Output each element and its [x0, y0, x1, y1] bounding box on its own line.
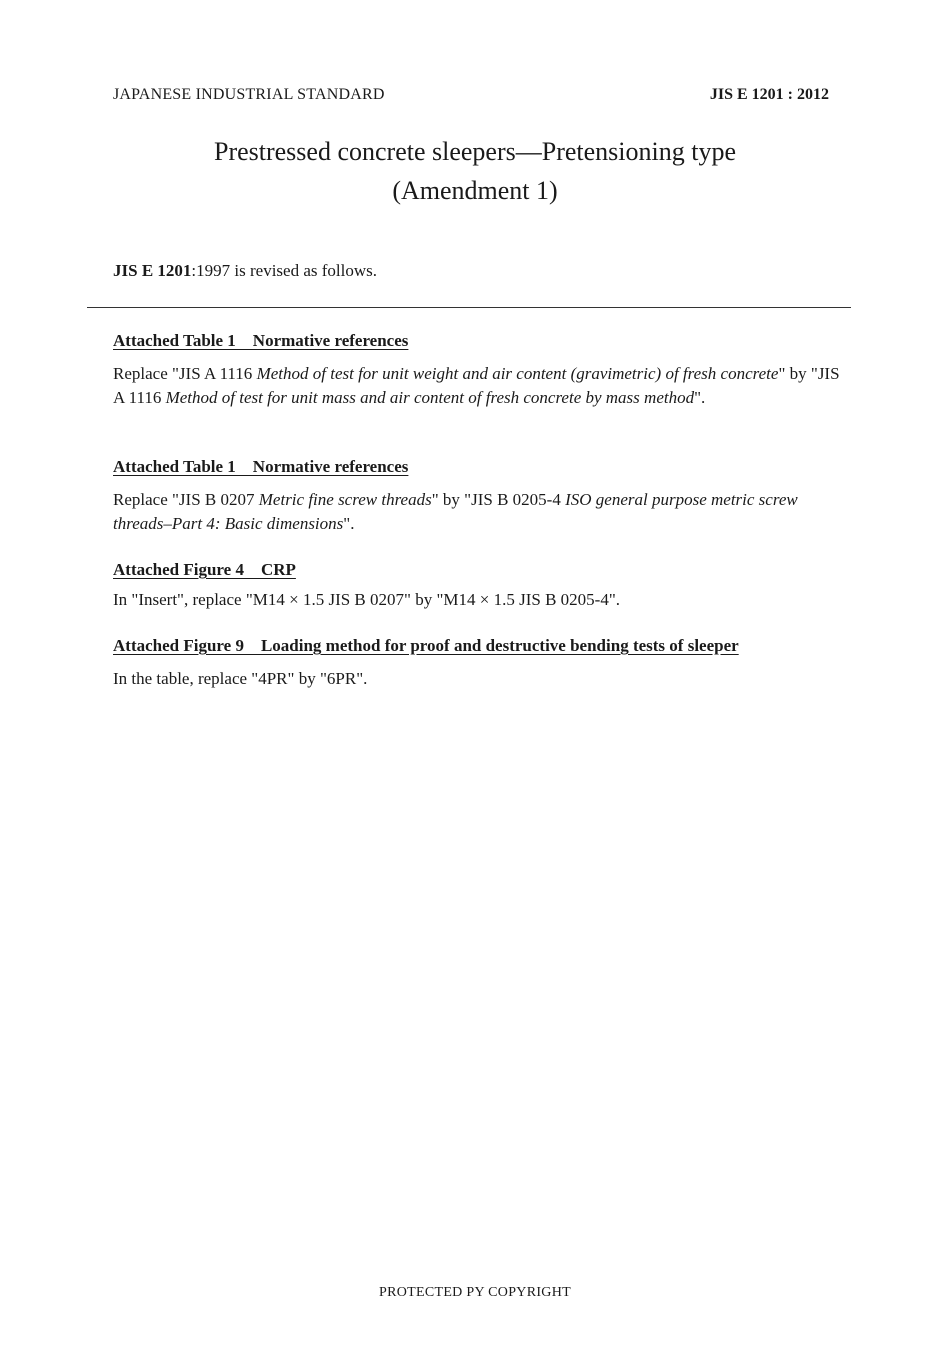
revision-intro: [113, 261, 377, 281]
section-heading: Attached Figure 9 Loading method for proof and destructive bending tests of sleeper: [113, 636, 739, 655]
section-heading: Attached Table 1 Normative references: [113, 331, 409, 350]
body-text: " by "JIS A 1116: [113, 364, 840, 407]
body-text: In the table, replace "4PR" by "6PR".: [113, 669, 368, 688]
body-text: Replace "JIS A 1116: [113, 364, 257, 383]
revision-intro-text: :1997 is revised as follows.: [191, 261, 377, 280]
body-text-italic: Method of test for unit mass and air content of fresh concrete by mass method: [165, 388, 695, 407]
section-body: [113, 588, 841, 612]
document-title-line-2: (Amendment 1): [392, 176, 558, 205]
section-body: [113, 362, 841, 410]
document-header-code: JIS E 1201 : 2012: [709, 86, 829, 103]
body-text: " by "JIS B 0205-4: [431, 490, 566, 509]
amendment-section-3: [113, 558, 841, 612]
body-text: ".: [694, 388, 706, 407]
body-text: ".: [343, 514, 355, 533]
document-title: [0, 132, 950, 210]
document-title-line-1: Prestressed concrete sleepers—Pretensioning type: [213, 137, 736, 166]
amendment-section-1: [113, 329, 841, 410]
body-text-italic: Metric fine screw threads: [258, 490, 432, 509]
section-body: [113, 667, 841, 691]
amendment-section-4: [113, 634, 841, 691]
section-heading: Attached Figure 4 CRP: [113, 560, 296, 579]
body-text: In "Insert", replace "M14 × 1.5 JIS B 0207" by "M14 × 1.5 JIS B 0205-4".: [113, 590, 621, 609]
body-text: Replace "JIS B 0207: [113, 490, 259, 509]
body-text-italic: ISO general purpose metric screw threads–Part 4: Basic dimensions: [113, 490, 798, 533]
section-divider: [87, 307, 851, 308]
body-text-italic: Method of test for unit weight and air content (gravimetric) of fresh concrete: [256, 364, 779, 383]
section-body: [113, 488, 841, 536]
document-header-standard: JAPANESE INDUSTRIAL STANDARD: [113, 86, 385, 103]
amendment-section-2: [113, 455, 841, 536]
section-heading: Attached Table 1 Normative references: [113, 457, 409, 476]
revision-intro-standard: JIS E 1201: [113, 261, 192, 280]
copyright-footer: PROTECTED PY COPYRIGHT: [379, 1285, 571, 1300]
